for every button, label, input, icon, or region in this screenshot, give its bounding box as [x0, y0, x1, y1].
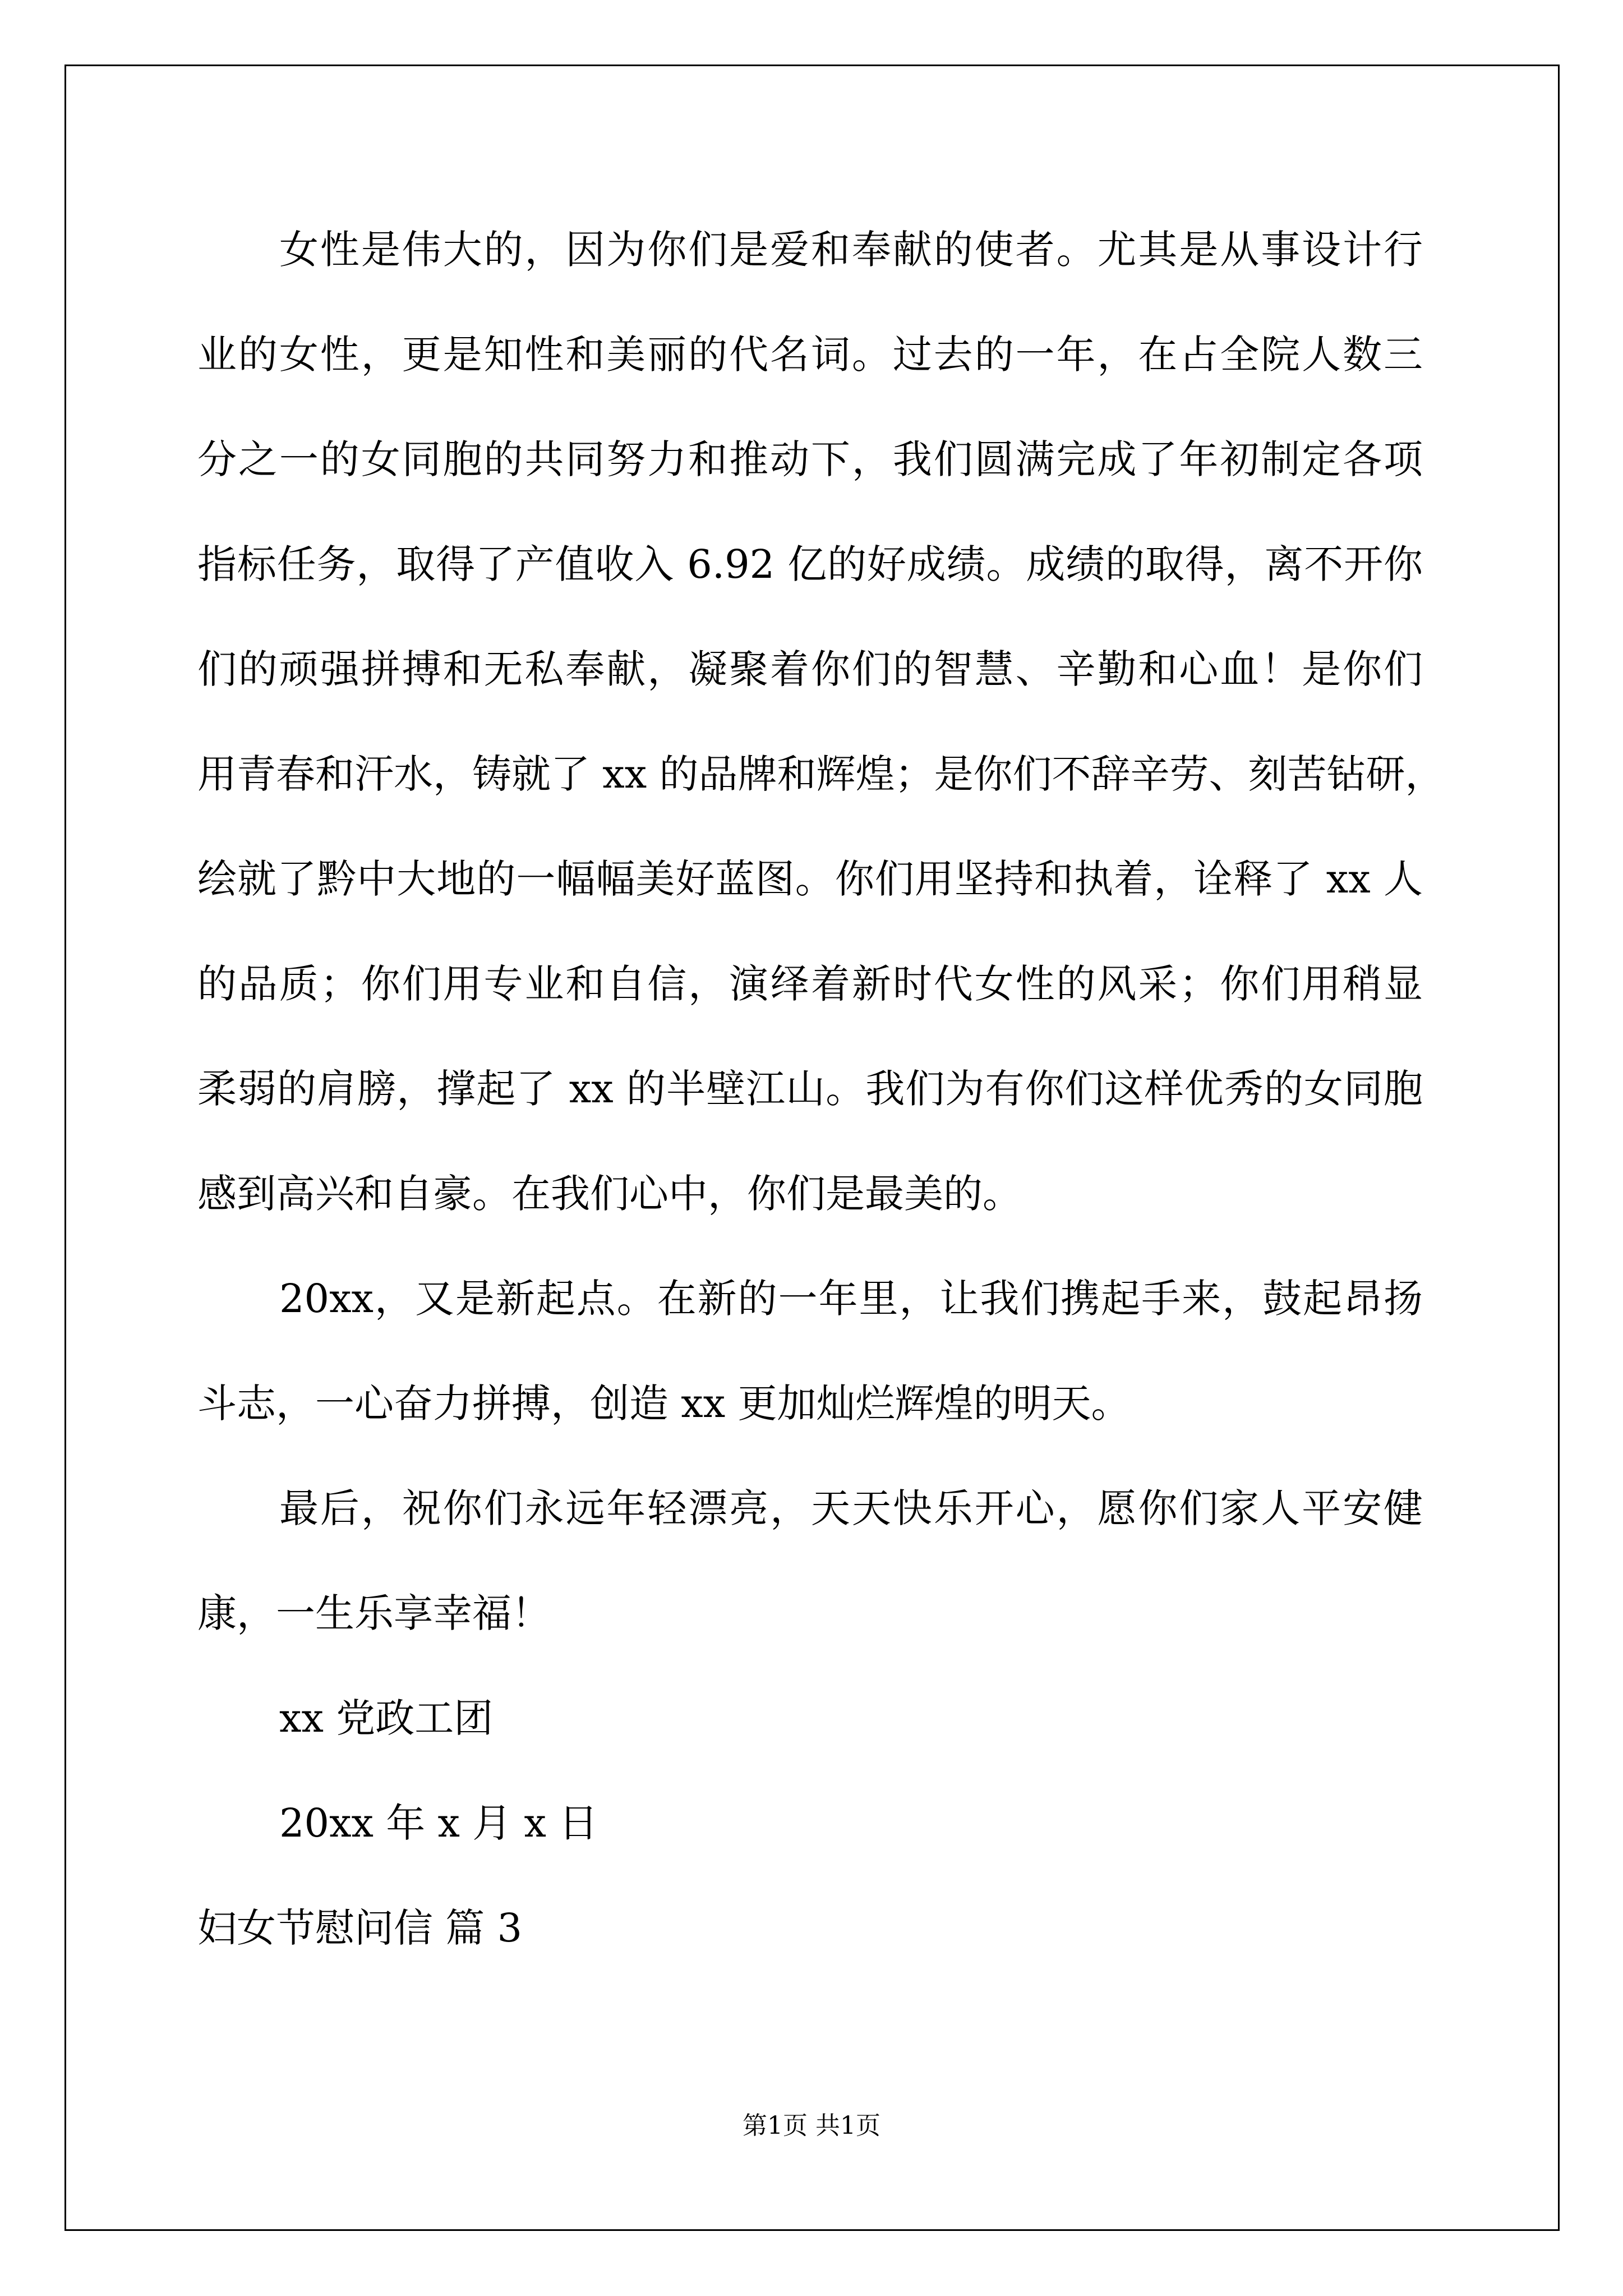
paragraph-2-line-2: 斗志，一心奋力拼搏，创造 xx 更加灿烂辉煌的明天。 [197, 1381, 1131, 1427]
paragraph-1-line-2: 业的女性，更是知性和美丽的代名词。过去的一年，在占全院人数三 [197, 332, 1423, 378]
section-heading: 妇女节慰问信 篇 3 [197, 1905, 523, 1951]
paragraph-1-line-7: 绘就了黔中大地的一幅幅美好蓝图。你们用坚持和执着，诠释了 xx 人 [197, 856, 1423, 902]
paragraph-1-line-4: 指标任务，取得了产值收入 6.92 亿的好成绩。成绩的取得，离不开你 [197, 541, 1423, 587]
paragraph-1-line-8: 的品质；你们用专业和自信，演绎着新时代女性的风采；你们用稍显 [197, 961, 1423, 1007]
paragraph-1-line-1: 女性是伟大的，因为你们是爱和奉献的使者。尤其是从事设计行 [279, 227, 1423, 273]
paragraph-3-line-2: 康，一生乐享幸福！ [197, 1590, 551, 1636]
paragraph-1-line-6: 用青春和汗水，铸就了 xx 的品牌和辉煌；是你们不辞辛劳、刻苦钻研， [197, 751, 1445, 797]
paragraph-2-line-1: 20xx，又是新起点。在新的一年里，让我们携起手来，鼓起昂扬 [279, 1276, 1423, 1322]
signature-date: 20xx 年 x 月 x 日 [279, 1800, 598, 1846]
page-footer: 第1页 共1页 [743, 2111, 880, 2140]
paragraph-1-line-3: 分之一的女同胞的共同努力和推动下，我们圆满完成了年初制定各项 [197, 436, 1423, 482]
paragraph-1-line-10: 感到高兴和自豪。在我们心中，你们是最美的。 [197, 1171, 1022, 1217]
signature-organization: xx 党政工团 [279, 1695, 494, 1741]
paragraph-1-line-9: 柔弱的肩膀，撑起了 xx 的半壁江山。我们为有你们这样优秀的女同胞 [197, 1066, 1423, 1112]
paragraph-3-line-1: 最后，祝你们永远年轻漂亮，天天快乐开心，愿你们家人平安健 [279, 1485, 1423, 1531]
paragraph-1-line-5: 们的顽强拼搏和无私奉献，凝聚着你们的智慧、辛勤和心血！是你们 [197, 646, 1423, 692]
